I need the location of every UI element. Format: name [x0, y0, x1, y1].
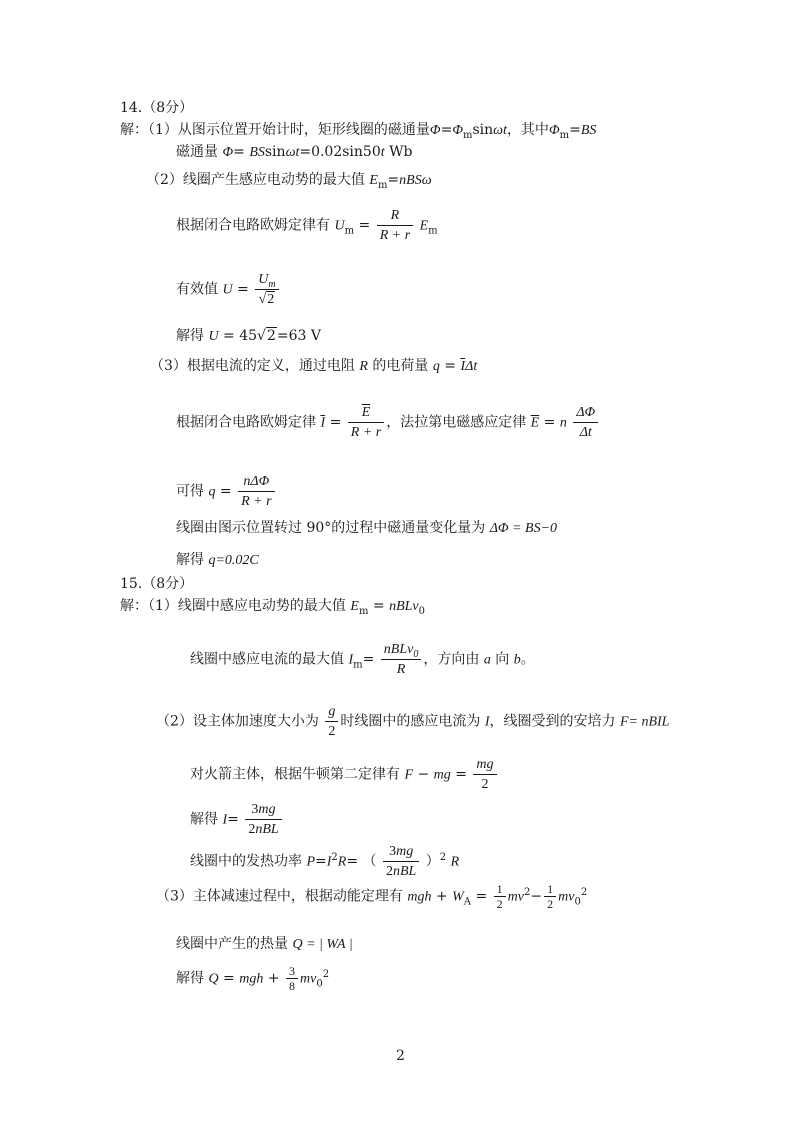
- q15-part2: （2）设主体加速度大小为 $\frac{g}{2}$ 时线圈中的感应电流为 I，线圈受到的安培力 F= nBIL: [156, 704, 670, 739]
- fraction: $\frac{1}{2}$: [494, 882, 506, 911]
- q15-current-result: 解得 I= $\frac{3mg}{\text{2nBL}}$: [190, 800, 284, 839]
- q14-charge-formula: 可得 q = $\frac{\text{nΔΦ}}{R + r}$: [176, 472, 277, 511]
- fraction: $\frac{\Delta\Phi}{\Delta t}$: [573, 403, 598, 442]
- q14-ohm-law: 根据闭合电路欧姆定律有 $U_m$ = $\frac{R}{R + r}$ $E_m$: [176, 208, 438, 243]
- fraction: $\frac{3mg}{\text{2nBL}}$: [383, 842, 419, 881]
- fraction: $\frac{R}{R + r}$: [377, 206, 413, 245]
- q14-part2: （2）线圈产生感应电动势的最大值 $E_m=nBS\omega$: [146, 172, 432, 191]
- q14-part1-flux: 磁通量 Φ= BSsinωt=0.02sin50t Wb: [176, 144, 413, 160]
- q14-flux-change: 线圈由图示位置转过 90°的过程中磁通量变化量为 ΔΦ = BS−0: [176, 520, 558, 536]
- q15-heat: 线圈中产生的热量 Q = | WA |: [176, 936, 353, 952]
- fraction: $\frac{mg}{2}$: [473, 755, 496, 794]
- fraction: $\frac{\overline{E}}{R + r}$: [348, 403, 384, 442]
- page-number: 2: [396, 1048, 405, 1064]
- fraction: $\frac{3}{8}$: [286, 964, 298, 993]
- q15-heat-result: 解得 Q = mgh + $\frac{3}{8}$ $mv_0^2$: [176, 964, 330, 993]
- fraction: $\frac{U_m}{√2}$: [255, 270, 278, 309]
- q14-part3: （3）根据电流的定义，通过电阻 R 的电荷量 $q = \overline{I}\Delta t$: [150, 358, 478, 374]
- q14-solution-label: 解：: [120, 122, 148, 138]
- q14-effective-value: 有效值 U = $\frac{U_m}{√2}$: [176, 270, 281, 309]
- fraction: $\frac{1}{2}$: [544, 882, 556, 911]
- fraction: $\frac{3mg}{\text{2nBL}}$: [245, 800, 281, 839]
- fraction: $\frac{\text{nΔΦ}}{R + r}$: [238, 472, 274, 511]
- q14-title: 14.（8分）: [120, 100, 194, 116]
- q14-part1: 解：（1）从图示位置开始计时，矩形线圈的磁通量$\Phi=\Phi_m\sin\omega t$，其中$\Phi_m=BS$: [120, 122, 597, 141]
- q15-newton-law: 对火箭主体，根据牛顿第二定律有 F − mg = $\frac{mg}{2}$: [190, 755, 499, 794]
- q15-part3: （3）主体减速过程中，根据动能定理有 mgh + $W_A$ = $\frac{1}{2}$ $mv^2-$ $\frac{1}{2}$ $mv_0^2$: [156, 882, 588, 911]
- q15-max-current: 线圈中感应电流的最大值 $I_m=$ $\frac{nBLv_0}{R}$ ，方向由 a 向 b。: [190, 642, 535, 677]
- q15-heat-power: 线圈中的发热功率 $P=I^2R=$ （ $\frac{3mg}{\text{2nBL}}$ ）$^2$ R: [190, 844, 460, 879]
- q14-part2-result: 解得 U = 45√2=63 V: [176, 328, 321, 344]
- q15-title: 15.（8分）: [120, 576, 194, 592]
- q15-solution-label: 解：: [120, 598, 148, 614]
- q14-part3-result: 解得 q=0.02C: [176, 552, 259, 568]
- fraction: $\frac{nBLv_0}{R}$: [381, 640, 422, 679]
- fraction: $\frac{g}{2}$: [325, 702, 338, 741]
- q15-part1: 解：（1）线圈中感应电动势的最大值 $E_m$ = nBLv$_0$: [120, 598, 425, 617]
- q14-ohm-faraday: 根据闭合电路欧姆定律 $\overline{I}$ = $\frac{\overline{E}}{R + r}$ ，法拉第电磁感应定律 $\overline{E} = n$ $\frac{\Delta\Phi}{\Delta t}$: [176, 403, 600, 442]
